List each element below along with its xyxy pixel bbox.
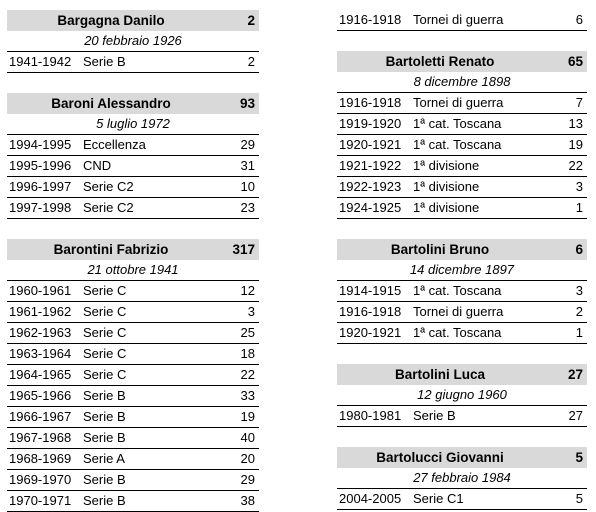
season: 1964-1965 (9, 367, 72, 382)
season-row (337, 156, 587, 177)
season: 1920-1921 (339, 325, 402, 340)
season: 1963-1964 (9, 346, 72, 361)
spacer (337, 219, 587, 239)
season: 1967-1968 (9, 430, 72, 445)
appearances: 3 (575, 179, 583, 194)
division: CND (83, 158, 112, 173)
season: 1941-1942 (9, 54, 72, 69)
season: 1968-1969 (9, 451, 72, 466)
season: 1921-1922 (339, 158, 402, 173)
appearances: 5 (575, 491, 583, 506)
appearances: 40 (240, 430, 255, 445)
division: Serie B (413, 408, 456, 423)
appearances: 23 (240, 200, 255, 215)
spacer (7, 219, 259, 239)
season: 1970-1971 (9, 493, 72, 508)
player-name: Bartolini Bruno (390, 242, 490, 257)
appearances: 3 (247, 304, 255, 319)
season-row (337, 114, 587, 135)
division: Serie C (83, 367, 127, 382)
left-column (7, 10, 259, 512)
division: Serie C (83, 283, 127, 298)
appearances: 2 (247, 54, 255, 69)
division: Serie A (83, 451, 125, 466)
appearances: 22 (568, 158, 583, 173)
season: 1966-1967 (9, 409, 72, 424)
season-row (7, 52, 259, 73)
player-header (7, 239, 259, 260)
appearances: 6 (575, 12, 583, 27)
birth-date: 8 dicembre 1898 (337, 72, 587, 93)
player-name: Bartolini Luca (394, 367, 485, 382)
division: 1ª cat. Toscana (413, 116, 502, 131)
birth-date: 14 dicembre 1897 (337, 260, 587, 281)
season-row (7, 198, 259, 219)
division: 1ª divisione (413, 200, 480, 215)
season: 2004-2005 (339, 491, 402, 506)
division: Serie C (83, 325, 127, 340)
season-row (337, 281, 587, 302)
division: Serie C2 (83, 179, 134, 194)
player-header (337, 364, 587, 385)
season-row (337, 135, 587, 156)
season: 1961-1962 (9, 304, 72, 319)
birth-date: 12 giugno 1960 (337, 385, 587, 406)
spacer (337, 31, 587, 51)
appearances: 1 (575, 325, 583, 340)
season: 1960-1961 (9, 283, 72, 298)
player-total: 2 (247, 13, 255, 28)
appearances: 18 (240, 346, 255, 361)
division: 1ª divisione (413, 158, 480, 173)
birth-date: 20 febbraio 1926 (7, 31, 259, 52)
player-block (337, 239, 587, 344)
appearances: 13 (568, 116, 583, 131)
player-total: 65 (567, 54, 583, 69)
season-row (7, 177, 259, 198)
player-name: Bargagna Danilo (57, 13, 165, 28)
season: 1916-1918 (339, 12, 402, 27)
season: 1919-1920 (339, 116, 402, 131)
spacer (7, 73, 259, 93)
appearances: 19 (240, 409, 255, 424)
birth-date: 21 ottobre 1941 (7, 260, 259, 281)
season-row (337, 10, 587, 31)
season: 1962-1963 (9, 325, 72, 340)
division: Tornei di guerra (413, 95, 504, 110)
birth-date: 27 febbraio 1984 (337, 468, 587, 489)
appearances: 10 (240, 179, 255, 194)
season-row (7, 491, 259, 512)
player-block (7, 93, 259, 219)
appearances: 2 (575, 304, 583, 319)
appearances: 38 (240, 493, 255, 508)
season-row (337, 406, 587, 427)
player-name: Bartoletti Renato (385, 54, 495, 69)
season-row (7, 428, 259, 449)
season: 1997-1998 (9, 200, 72, 215)
division: Serie C2 (83, 200, 134, 215)
birth-date: 5 luglio 1972 (7, 114, 259, 135)
division: Serie B (83, 472, 126, 487)
player-name: Baroni Alessandro (51, 96, 171, 111)
player-total: 93 (239, 96, 255, 111)
season-row (337, 302, 587, 323)
division: Serie C (83, 346, 127, 361)
season-row (7, 386, 259, 407)
appearances: 22 (240, 367, 255, 382)
appearances: 29 (240, 472, 255, 487)
player-header (337, 447, 587, 468)
division: 1ª cat. Toscana (413, 137, 502, 152)
season-row (7, 135, 259, 156)
player-header (337, 51, 587, 72)
division: 1ª cat. Toscana (413, 325, 502, 340)
player-block (337, 364, 587, 427)
season: 1995-1996 (9, 158, 72, 173)
season: 1996-1997 (9, 179, 72, 194)
season: 1969-1970 (9, 472, 72, 487)
division: Serie B (83, 409, 126, 424)
season-row (7, 365, 259, 386)
division: Serie B (83, 430, 126, 445)
season: 1924-1925 (339, 200, 402, 215)
appearances: 31 (240, 158, 255, 173)
division: 1ª divisione (413, 179, 480, 194)
appearances: 12 (240, 283, 255, 298)
division: Tornei di guerra (413, 304, 504, 319)
season: 1994-1995 (9, 137, 72, 152)
right-column (337, 10, 587, 510)
season: 1920-1921 (339, 137, 402, 152)
division: Eccellenza (83, 137, 146, 152)
season-row (337, 323, 587, 344)
appearances: 29 (240, 137, 255, 152)
season-row (7, 302, 259, 323)
season: 1980-1981 (339, 408, 402, 423)
appearances: 7 (575, 95, 583, 110)
division: Serie C1 (413, 491, 464, 506)
division: Serie B (83, 388, 126, 403)
player-block (337, 447, 587, 510)
appearances: 27 (568, 408, 583, 423)
division: Serie B (83, 493, 126, 508)
season-row (337, 198, 587, 219)
season-row (7, 156, 259, 177)
player-block (7, 10, 259, 73)
appearances: 20 (240, 451, 255, 466)
appearances: 3 (575, 283, 583, 298)
spacer (337, 427, 587, 447)
division: Serie B (83, 54, 126, 69)
appearances: 1 (575, 200, 583, 215)
player-name: Barontini Fabrizio (53, 242, 169, 257)
division: Serie C (83, 304, 127, 319)
season: 1916-1918 (339, 95, 402, 110)
season-row (7, 281, 259, 302)
season-row (337, 93, 587, 114)
player-header (7, 10, 259, 31)
spacer (337, 344, 587, 364)
player-total: 317 (232, 242, 255, 257)
season: 1922-1923 (339, 179, 402, 194)
season-row (7, 470, 259, 491)
season-row (7, 449, 259, 470)
appearances: 33 (240, 388, 255, 403)
appearances: 19 (568, 137, 583, 152)
player-total: 27 (567, 367, 583, 382)
player-block (7, 239, 259, 512)
player-header (337, 239, 587, 260)
player-block (337, 51, 587, 219)
season: 1965-1966 (9, 388, 72, 403)
player-name: Bartolucci Giovanni (376, 450, 504, 465)
season: 1914-1915 (339, 283, 402, 298)
season-row (7, 407, 259, 428)
appearances: 25 (240, 325, 255, 340)
player-header (7, 93, 259, 114)
season-row (7, 344, 259, 365)
season: 1916-1918 (339, 304, 402, 319)
division: Tornei di guerra (413, 12, 504, 27)
player-total: 5 (575, 450, 583, 465)
season-row (337, 177, 587, 198)
division: 1ª cat. Toscana (413, 283, 502, 298)
season-row (7, 323, 259, 344)
player-total: 6 (575, 242, 583, 257)
